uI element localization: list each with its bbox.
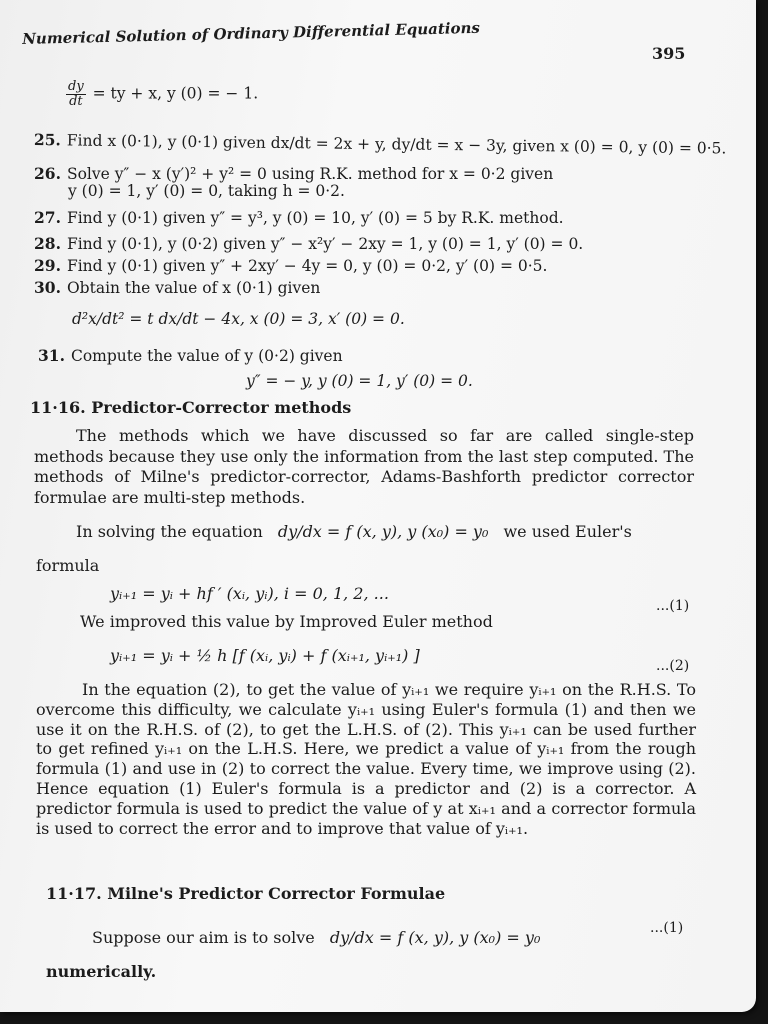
equation-1-tag: ...(1) xyxy=(656,598,690,614)
exercise-31-equation: y″ = − y, y (0) = 1, y′ (0) = 0. xyxy=(246,372,473,390)
fraction: $\frac{dy}{dt}$ xyxy=(68,79,84,109)
exercise-continuation: $\frac{dy}{dt}$ = ty + x, y (0) = − 1. xyxy=(68,79,259,109)
running-title: Numerical Solution of Ordinary Differential Equations xyxy=(22,18,481,48)
milne-lead: Suppose our aim is to solve dy/dx = f (x, y), y (x₀) = y₀ xyxy=(92,928,541,947)
equation-1: yᵢ₊₁ = yᵢ + hf ′ (xᵢ, yᵢ), i = 0, 1, 2, ... xyxy=(110,584,389,603)
exercise-27: 27. Find y (0·1) given y″ = y³, y (0) = 10, y′ (0) = 5 by R.K. method. xyxy=(34,208,564,227)
equation-2-tag: ...(2) xyxy=(656,658,690,674)
section-heading-11-17: 11·17. Milne's Predictor Corrector Formulae xyxy=(46,884,446,903)
page-number: 395 xyxy=(652,44,686,63)
equation-2: yᵢ₊₁ = yᵢ + ½ h [f (xᵢ, yᵢ) + f (xᵢ₊₁, yᵢ₊₁) ] xyxy=(110,646,420,665)
exercise-31: 31. Compute the value of y (0·2) given xyxy=(38,346,343,365)
exercise-25: 25. Find x (0·1), y (0·1) given dx/dt = 2x + y, dy/dt = x − 3y, given x (0) = 0, y (0) = 0·5. xyxy=(33,130,727,158)
exercise-28: 28. Find y (0·1), y (0·2) given y″ − x²y′ − 2xy = 1, y (0) = 1, y′ (0) = 0. xyxy=(34,234,584,253)
milne-equation: dy/dx = f (x, y), y (x₀) = y₀ xyxy=(329,928,541,947)
paragraph-predictor-corrector: In the equation (2), to get the value of yᵢ₊₁ we require yᵢ₊₁ on the R.H.S. To overcome this difficulty, we calculate yᵢ₊₁ using Euler's formula (1) and then we use it on the R.H.S. of (2), to get the L.H.S. of (2). This yᵢ₊₁ can be used further to get refined yᵢ₊₁ on the L.H.S. Here, we predict a value of yᵢ₊₁ from the rough formula (1) and use in (2) to correct the value. Every time, we improve using (2). Hence equation (1) Euler's formula is a predictor and (2) is a corrector. A predictor formula is used to predict the value of y at xᵢ₊₁ and a corrector formula is used to correct the error and to improve that value of yᵢ₊₁. xyxy=(36,680,696,838)
paragraph-euler-lead: In solving the equation dy/dx = f (x, y), y (x₀) = y₀ we used Euler's xyxy=(76,522,632,541)
exercise-26-continuation: y (0) = 1, y′ (0) = 0, taking h = 0·2. xyxy=(68,182,345,200)
exercise-30-equation: d²x/dt² = t dx/dt − 4x, x (0) = 3, x′ (0) = 0. xyxy=(72,310,405,328)
inline-equation: dy/dx = f (x, y), y (x₀) = y₀ xyxy=(277,522,489,541)
exercise-26: 26. Solve y″ − x (y′)² + y² = 0 using R.K. method for x = 0·2 given xyxy=(34,164,554,183)
milne-end: numerically. xyxy=(46,962,157,981)
improved-euler-text: We improved this value by Improved Euler method xyxy=(80,612,493,631)
exercise-30: 30. Obtain the value of x (0·1) given xyxy=(34,278,321,297)
section-heading-11-16: 11·16. Predictor-Corrector methods xyxy=(30,398,352,417)
exercise-29: 29. Find y (0·1) given y″ + 2xy′ − 4y = 0, y (0) = 0·2, y′ (0) = 0·5. xyxy=(34,256,548,275)
paragraph-intro: The methods which we have discussed so far are called single-step methods because they use only the information from the last step computed. The methods of Milne's predictor-corrector, Adams-Bashforth predictor corrector formulae are multi-step methods. xyxy=(34,426,694,507)
milne-equation-tag: ...(1) xyxy=(650,920,684,936)
paragraph-euler-end: formula xyxy=(36,556,100,575)
